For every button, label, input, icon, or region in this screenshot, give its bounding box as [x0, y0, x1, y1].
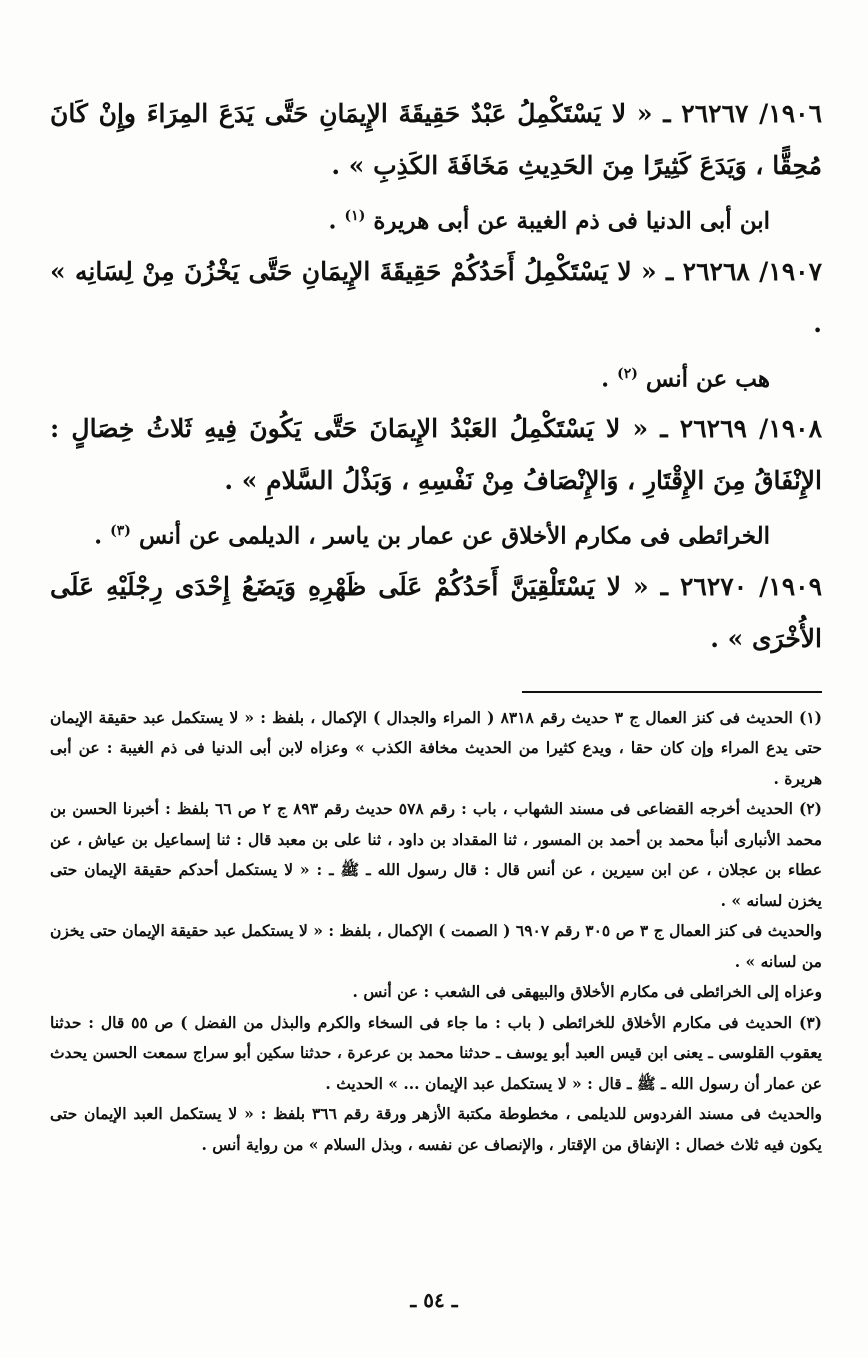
main-text — [50, 88, 822, 665]
hadith-source: الخرائطى فى مكارم الأخلاق عن عمار بن ياسر ، الديلمى عن أنس $^{(٣)}$ . — [94, 522, 770, 550]
hadith-source: ابن أبى الدنيا فى ذم الغيبة عن أبى هريرة $^{(١)}$ . — [328, 207, 770, 235]
hadith-text: « لا يَسْتَكْمِلُ عَبْدٌ حَقِيقَةَ الإِيمَانِ حَتَّى يَدَعَ المِرَاءَ وإِنْ كَانَ مُحِقًّا ، وَيَدَعَ كَثِيرًا مِنَ الحَدِيثِ مَخَافَةَ الكَذِبِ » . — [50, 99, 822, 180]
hadith-source: هب عن أنس $^{(٢)}$ . — [601, 365, 770, 393]
footnote: (٣) الحديث فى مكارم الأخلاق للخرائطى ( باب : ما جاء فى السخاء والكرم والبذل من الفضل ) ص ٥٥ قال : حدثنا يعقوب القلوسى ـ يعنى ابن قيس العبد أبو يوسف ـ حدثنا محمد بن عرعرة ، حدثنا سكين أبو سراج سمعت الحسن يحدث عن عمار أن رسول الله ـ ﷺ ـ قال : « لا يستكمل عبد الإيمان ... » الحديث . — [50, 1012, 822, 1093]
footnote-divider — [522, 691, 822, 693]
hadith-entry — [50, 88, 822, 192]
footnote-continuation: وعزاه إلى الخرائطى فى مكارم الأخلاق والبيهقى فى الشعب : عن أنس . — [352, 982, 822, 1002]
footnote-continuation: والحديث فى مسند الفردوس للديلمى ، مخطوطة مكتبة الأزهر ورقة رقم ٣٦٦ بلفظ : « لا يستكمل العبد الإيمان حتى يكون فيه ثلاث خصال : الإنفاق من الإقتار ، والإنصاف عن نفسه ، وبذل السلام » من رواية أنس . — [50, 1104, 822, 1154]
hadith-text: « لا يَسْتَكْمِلُ أَحَدُكُمْ حَقِيقَةَ الإِيمَانِ حَتَّى يَخْزُنَ مِنْ لِسَانِه » . — [50, 256, 822, 338]
footnotes — [50, 703, 822, 1161]
footnote-ref: (١) — [344, 208, 366, 224]
hadith-number: ١٩٠٦/ ٢٦٢٦٧ ـ — [663, 99, 822, 128]
hadith-entry — [50, 561, 822, 665]
hadith-entry — [50, 403, 822, 507]
footnote: (٢) الحديث أخرجه القضاعى فى مسند الشهاب ، باب : رقم ٥٧٨ حديث رقم ٨٩٣ ج ٢ ص ٦٦ بلفظ : أخبرنا الحسن بن محمد الأنبارى أنبأ محمد بن أحمد بن المسور ، ثنا المقداد بن داود ، ثنا على بن معبد قال : ثنا إسماعيل بن عياش ، عن عطاء بن عجلان ، عن ابن سيرين ، عن أنس قال : قال رسول الله ـ ﷺ ـ : « لا يستكمل أحدكم حقيقة الإيمان حتى يخزن لسانه » . — [50, 799, 822, 910]
footnote-ref: (٢) — [617, 365, 638, 382]
footnote-continuation: والحديث فى كنز العمال ج ٣ ص ٣٠٥ رقم ٦٩٠٧ ( الصمت ) الإكمال ، بلفظ : « لا يستكمل عبد حقيقة الإيمان حتى يخزن من لسانه » . — [50, 921, 822, 971]
footnote-ref: (٣) — [110, 523, 131, 540]
hadith-text: « لا يَسْتَلْقِيَنَّ أَحَدُكُمْ عَلَى ظَهْرِهِ وَيَضَعُ إِحْدَى رِجْلَيْهِ عَلَى الأُخْرَى » . — [50, 571, 822, 653]
hadith-number: ١٩٠٩/ ٢٦٢٧٠ ـ — [660, 571, 822, 601]
hadith-number: ١٩٠٧/ ٢٦٢٦٨ ـ — [665, 256, 822, 286]
page-number: ـ ٥٤ ـ — [410, 1288, 458, 1312]
footnote: (١) الحديث فى كنز العمال ج ٣ حديث رقم ٨٣١٨ ( المراء والجدال ) الإكمال ، بلفظ : « لا يستكمل عبد حقيقة الإيمان حتى يدع المراء وإن كان حقا ، ويدع كثيرا من الحديث مخافة الكذب » وعزاه لابن أبى الدنيا فى ذم الغيبة : عن أبى هريرة . — [50, 707, 822, 788]
hadith-entry — [50, 246, 822, 350]
hadith-number: ١٩٠٨/ ٢٦٢٦٩ ـ — [660, 414, 822, 444]
hadith-text: « لا يَسْتَكْمِلُ العَبْدُ الإِيمَانَ حَتَّى يَكُونَ فِيهِ ثَلاثُ خِصَالٍ : الإِنْفَاقُ مِنَ الإِقْتَارِ ، وَالإِنْصَافُ مِنْ نَفْسِهِ ، وَبَذْلُ السَّلامِ » . — [50, 414, 822, 496]
